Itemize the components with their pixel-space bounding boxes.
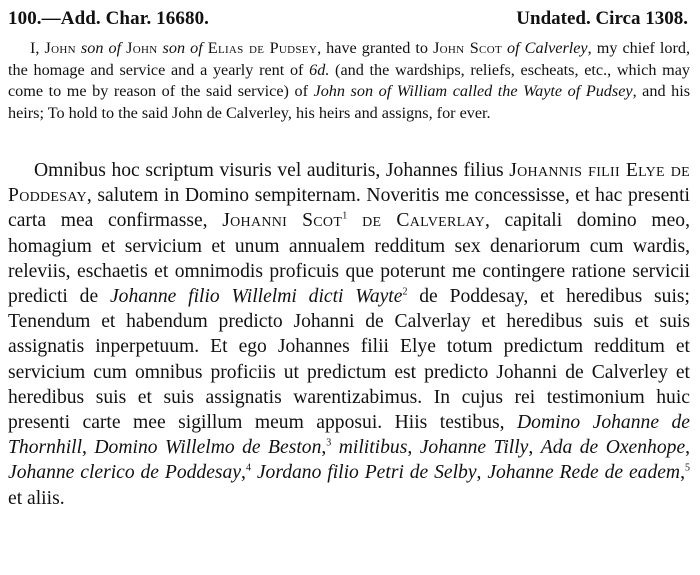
- witness-name: Ada de Oxenhope: [540, 437, 686, 459]
- witness-name: Jordano filio Petri de Selby: [250, 462, 477, 484]
- charter-text: ,: [82, 437, 95, 459]
- charter-text: , salutem in Domino sempiternam. Noveritis me concessisse, et hac presenti carta mea confirmasse,: [8, 185, 690, 232]
- footnote-marker: 3: [326, 437, 332, 449]
- charter-name: Johanni Scot: [222, 210, 343, 232]
- summary-place: of Calverley: [501, 39, 588, 57]
- charter-name: de Calverlay: [347, 210, 485, 232]
- charter-number: 100.—Add. Char. 16680.: [8, 8, 210, 29]
- summary-text: , and his heirs; To hold to the said John de Calverley, his heirs and assigns, for ever.: [8, 82, 690, 122]
- charter-text: , capitali domino meo, homagium et servicium et unum annualem redditum sex denariorum cum wardis, releviis, eschaetis et omnimodis proficuis que poterunt me contingere ratione servicii predicti de: [8, 210, 690, 308]
- charter-text: ,: [685, 437, 691, 459]
- charter-text: ,: [241, 462, 246, 484]
- summary-text: son of: [75, 39, 127, 57]
- witness-name: Domino Willelmo de Beston: [94, 437, 322, 459]
- summary-text: , have granted to: [317, 39, 434, 57]
- charter-text: et aliis.: [8, 487, 65, 509]
- witness-name: Johanne Rede de eadem: [487, 462, 681, 484]
- footnote-marker: 5: [685, 462, 690, 474]
- summary-amount: 6d.: [309, 60, 330, 79]
- summary-text: , my chief lord, the homage and service and a yearly rent of: [8, 39, 691, 79]
- charter-text: de Poddesay, et heredibus suis; Tenendum et habendum predicto Johanni de Calverlay et heredibus suis et suis assignatis inperpetuum. Et ego Johannes filii Elye totum predictum redditum et servicium cum omnibus proficiis ut predictum est predicto Johanni de Calverley et heredibus suis et suis assignatis warentizabimus. In cujus rei testimonium huic presenti carte mee sigillum meum apposui. Hiis testibus,: [8, 286, 690, 434]
- charter-text: ,: [476, 462, 488, 484]
- footnote-marker: 2: [402, 286, 408, 298]
- footnote-marker: 4: [245, 462, 251, 474]
- summary-text: son of: [157, 39, 208, 57]
- charter-name: Johanne filio Willelmi dicti Wayte: [109, 286, 403, 308]
- charter-text: ,: [321, 437, 327, 459]
- witness-name: Domino Johanne de Thornhill: [8, 412, 690, 459]
- witness-name: Johanne clerico de Poddesay: [8, 462, 242, 484]
- footnote-marker: 1: [342, 210, 348, 222]
- summary-name: John: [126, 39, 158, 57]
- summary-text: (and the wardships, reliefs, escheats, etc., which may come to me by reason of the said service) of: [8, 60, 690, 100]
- charter-name: Johannis filii Elye de Poddesay: [8, 160, 690, 207]
- charter-header: [8, 8, 688, 30]
- charter-text: ,: [407, 437, 420, 459]
- witness-name: Johanne Tilly: [419, 437, 529, 459]
- latin-charter-text: [8, 158, 690, 511]
- summary-text: I,: [30, 39, 45, 57]
- witness-title: militibus: [331, 437, 408, 459]
- english-summary: [8, 38, 690, 124]
- charter-text: Omnibus hoc scriptum visuris vel audituris, Johannes filius: [34, 160, 510, 181]
- summary-name: John son of William called the Wayte of Pudsey: [313, 82, 633, 100]
- summary-name: Elias de Pudsey: [207, 39, 318, 57]
- charter-text: ,: [680, 462, 685, 484]
- charter-date: Undated. Circa 1308.: [516, 8, 688, 29]
- summary-name: John: [44, 39, 76, 57]
- charter-text: ,: [528, 437, 541, 459]
- summary-name: John Scot: [433, 39, 502, 57]
